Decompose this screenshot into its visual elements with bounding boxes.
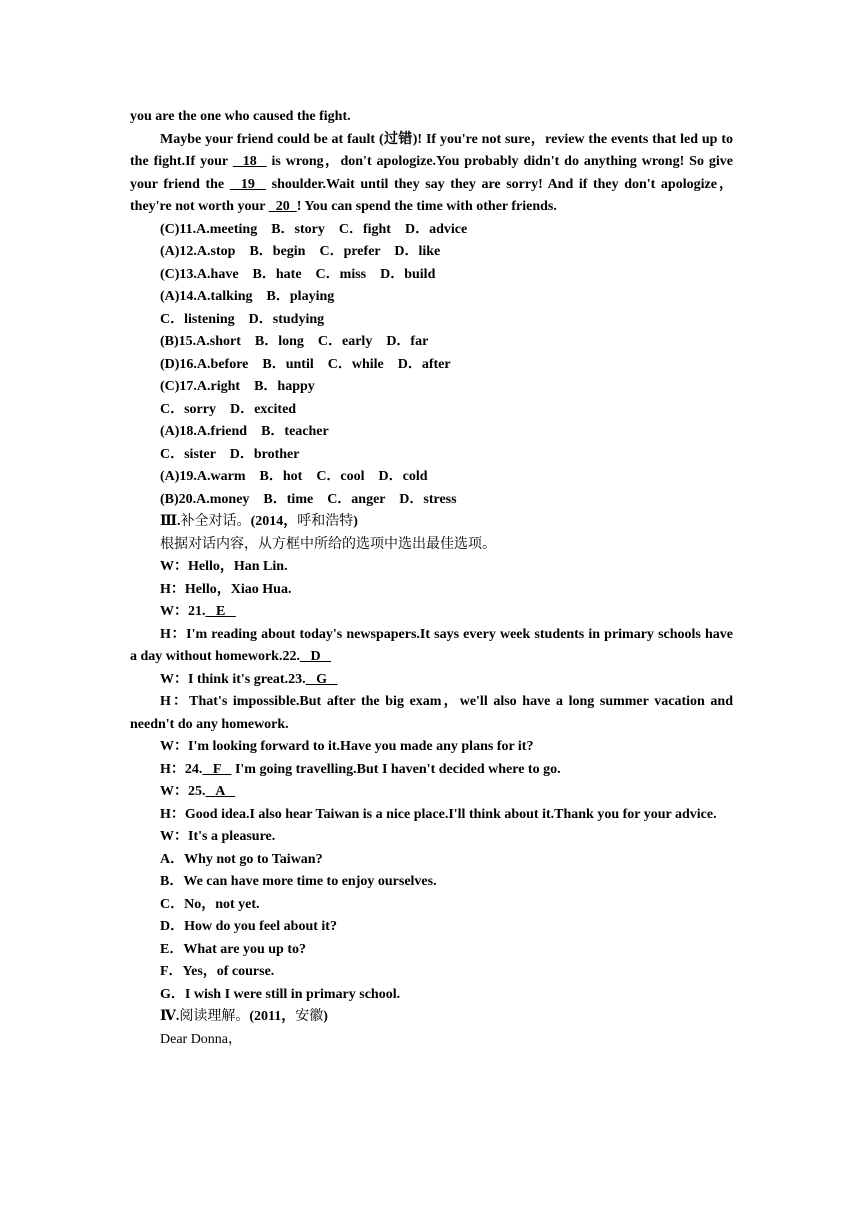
dialogue-line: H：Good idea.I also hear Taiwan is a nice place.I'll think about it.Thank you for your advice. [160,806,717,822]
option-line: G．I wish I were still in primary school. [160,986,401,1002]
answer-line: (D)16.A.before B．until C．while D．after [160,356,451,372]
blank-19: 19 [240,176,255,192]
answer-blank-23: G [316,671,327,687]
answer-line: C．sister D．brother [160,446,300,462]
answer-blank-24: F [212,761,221,777]
answer-line: (A)18.A.friend B．teacher [160,424,329,439]
dialogue-line: W：I think it's great.23. G [130,669,733,692]
dialogue-line: W：25. A [130,781,733,804]
answer-line: (C)11.A.meeting B．story C．fight D．advice [160,221,468,237]
dialogue-line: H：I'm reading about today's newspapers.It says every week students in primary schools have a day without homework.22. D [130,626,733,664]
passage-text: shoulder.Wait until they say they are sorry! And if they don't apologize，they're not worth your [130,176,734,214]
dialogue-line: W：I'm looking forward to it.Have you made any plans for it? [160,739,534,754]
blank-20: 20 [275,199,290,214]
passage-paragraph [130,129,733,219]
passage-text: ! You can spend the time with other friends. [296,199,557,214]
dialogue-line: W：21. E [130,601,733,624]
answer-line: (C)13.A.have B．hate C．miss D．build [160,266,436,282]
passage-text: is wrong，don't apologize.You probably didn't do anything wrong! So give your friend the [130,154,734,192]
answer-line: (B)20.A.money B．time C．anger D．stress [160,491,457,507]
answer-line: (C)17.A.right B．happy [160,379,315,394]
dialogue-line: W：It's a pleasure. [160,829,276,844]
answer-line: C．listening D．studying [160,311,325,327]
dialogue-line: W：Hello，Han Lin. [160,559,288,574]
answer-blank-21: E [216,604,226,619]
section-heading-4: Ⅳ.阅读理解。(2011，安徽) [160,1009,328,1024]
option-line: C．No，not yet. [160,896,260,912]
option-line: B．We can have more time to enjoy ourselves. [160,874,437,889]
option-line: A．Why not go to Taiwan? [160,851,323,867]
dialogue-line: H：24. F I'm going travelling.But I haven't decided where to go. [160,761,561,777]
answer-blank-22: D [310,649,321,664]
answer-blank-25: A [215,784,225,799]
section-instruction: 根据对话内容，从方框中所给的选项中选出最佳选项。 [160,536,496,552]
answer-line: (A)12.A.stop B．begin C．prefer D．like [160,244,441,259]
answer-line: (B)15.A.short B．long C．early D．far [160,334,429,349]
passage-line: you are the one who caused the fight. [130,109,351,124]
option-line: F．Yes，of course. [160,964,275,979]
blank-18: 18 [242,154,257,169]
answer-line: (A)14.A.talking B．playing [160,289,335,304]
passage-text: Maybe your friend could be at fault (过错)! If you're not sure，review the events that led up to the fight.If your [130,131,733,169]
dialogue-line: H：Hello，Xiao Hua. [160,581,292,597]
answer-line: C．sorry D．excited [160,401,297,417]
letter-greeting: Dear Donna， [160,1031,243,1047]
option-line: E．What are you up to? [160,941,306,957]
answer-line: (A)19.A.warm B．hot C．cool D．cold [160,469,428,484]
dialogue-line: H：That's impossible.But after the big exam，we'll also have a long summer vacation and needn't do any homework. [130,694,733,732]
section-heading-3: Ⅲ.补全对话。(2014，呼和浩特) [160,514,358,529]
option-line: D．How do you feel about it? [160,919,337,934]
document-page [130,106,733,1051]
